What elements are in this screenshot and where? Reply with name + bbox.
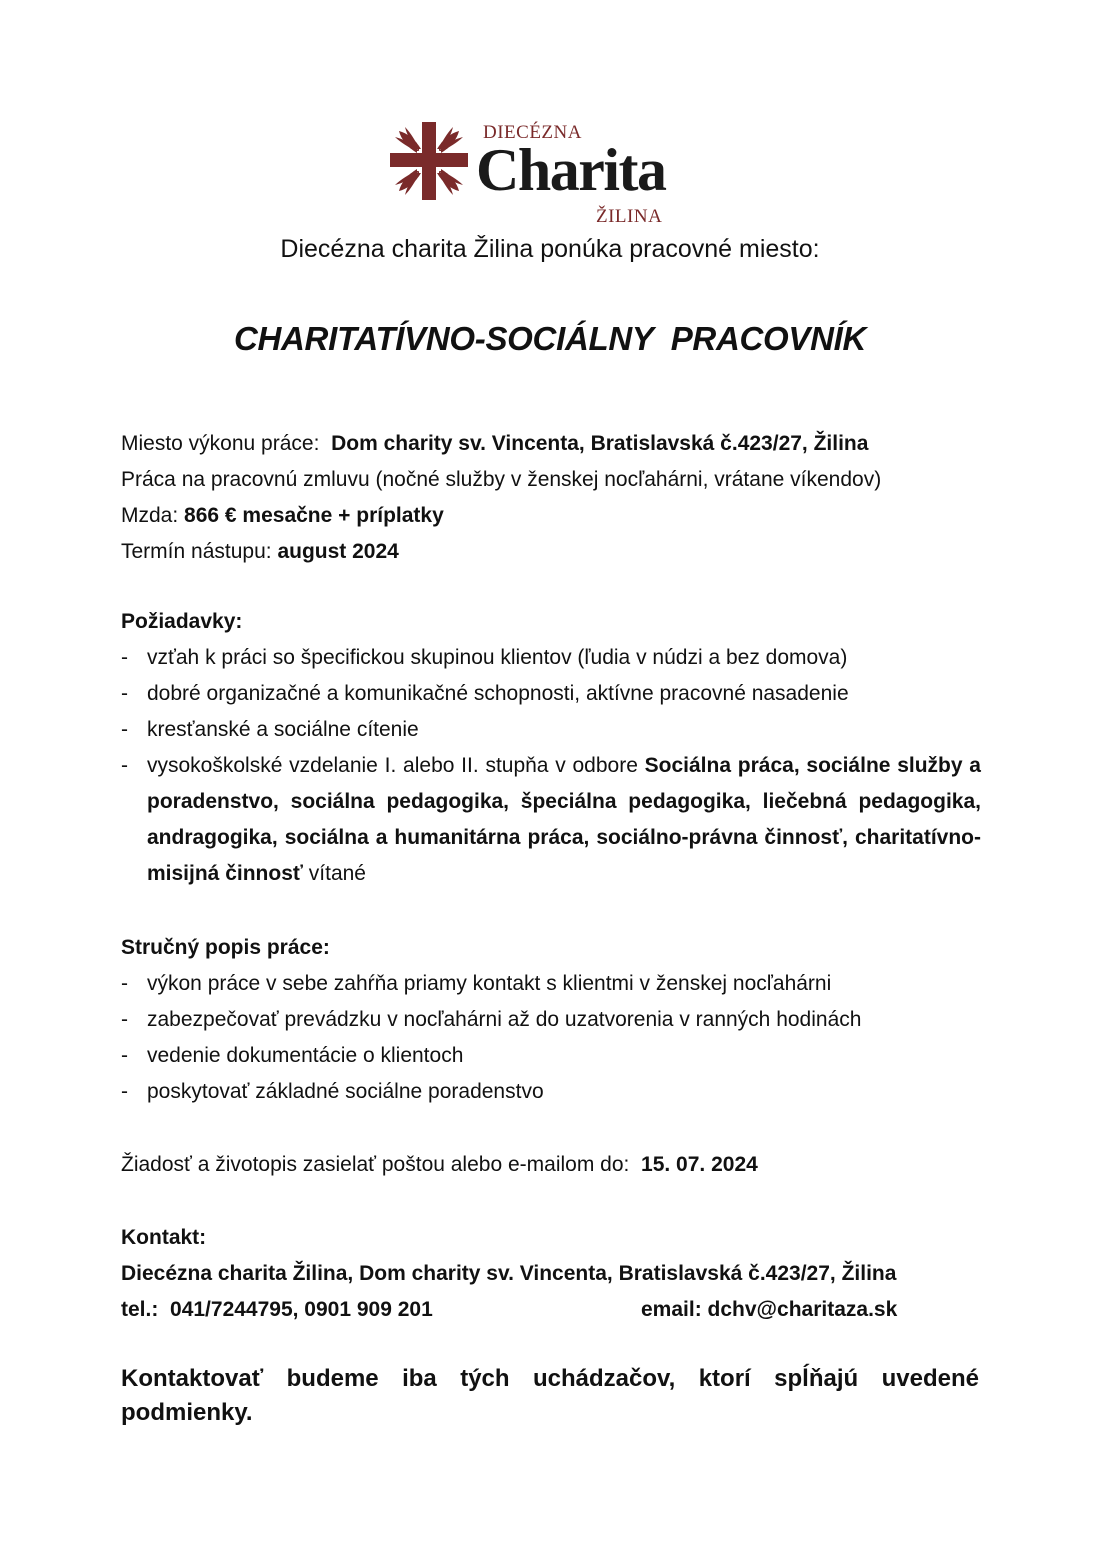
offer-intro: Diecézna charita Žilina ponúka pracovné miesto: [280,235,820,263]
description-heading: Stručný popis práce: [121,936,330,959]
requirement-item: - kresťanské a sociálne cítenie [121,718,419,741]
selection-notice: Kontaktovať budeme iba tých uchádzačov, ktorí spĺňajú uvedené podmienky. [121,1365,979,1426]
description-item: - zabezpečovať prevádzku v nocľahárni až do uzatvorenia v ranných hodinách [121,1008,862,1031]
job-title: CHARITATÍVNO-SOCIÁLNY PRACOVNÍK [233,320,867,357]
start-date-value: august 2024 [277,540,399,563]
work-place: Miesto výkonu práce: Dom charity sv. Vincenta, Bratislavská č.423/27, Žilina [121,432,869,455]
requirements-heading: Požiadavky: [121,610,243,633]
contact-phone[interactable]: tel.: 041/7244795, 0901 909 201 [121,1298,433,1321]
application-deadline: Žiadosť a životopis zasielať poštou alebo e-mailom do: 15. 07. 2024 [121,1153,758,1176]
description-item: - poskytovať základné sociálne poradenstvo [121,1080,544,1103]
salary-value: 866 € mesačne + príplatky [184,504,444,527]
charita-logo [388,118,673,228]
logo-diecezna-text: DIECÉZNA [483,122,582,143]
education-fields: Sociálna práca, sociálne služby a poradenstvo, sociálna pedagogika, špeciálna pedagogika, liečebná pedagogika, andragogika, sociálna a humanitárna práca, sociálno-právna činnosť, charitatívno-misijná činnosť [147,754,981,885]
requirement-item: - dobré organizačné a komunikačné schopnosti, aktívne pracovné nasadenie [121,682,849,705]
requirements-section [121,604,981,892]
contact-section [121,1220,981,1328]
logo-zilina-text: ŽILINA [596,206,663,227]
job-description-section [121,930,981,1110]
requirement-education: - vysokoškolské vzdelanie I. alebo II. stupňa v odbore Sociálna práca, sociálne služby a poradenstvo, sociálna pedagogika, špeciálna pedagogika, liečebná pedagogika, andragogika, sociálna a humanitárna práca, sociálno-právna činnosť, charitatívno-misijná činnosť vítané [121,754,981,885]
requirement-item: - vzťah k práci so špecifickou skupinou klientov (ľudia v núdzi a bez domova) [121,646,848,669]
contact-address: Diecézna charita Žilina, Dom charity sv. Vincenta, Bratislavská č.423/27, Žilina [121,1262,897,1285]
contact-heading: Kontakt: [121,1226,207,1249]
deadline-date: 15. 07. 2024 [641,1153,758,1176]
logo-charita-text: Charita [476,137,666,203]
salary: Mzda: 866 € mesačne + príplatky [121,504,444,527]
start-date: Termín nástupu: august 2024 [121,540,399,563]
work-place-value: Dom charity sv. Vincenta, Bratislavská č.423/27, Žilina [331,432,869,455]
description-item: - vedenie dokumentácie o klientoch [121,1044,464,1067]
charita-cross-icon [388,120,470,202]
description-item: - výkon práce v sebe zahŕňa priamy kontakt s klientmi v ženskej nocľahárni [121,972,832,995]
contact-email[interactable]: email: dchv@charitaza.sk [641,1298,898,1321]
job-details [121,426,981,570]
contract-type: Práca na pracovnú zmluvu (nočné služby v ženskej nocľahárni, vrátane víkendov) [121,468,882,491]
